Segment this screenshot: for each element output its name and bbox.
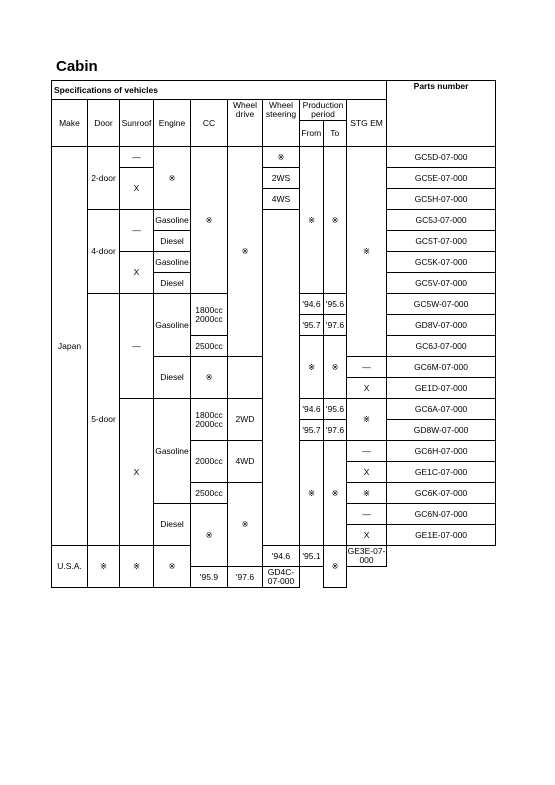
stg-em-mark: ※ xyxy=(324,546,347,588)
sunroof-x: X xyxy=(120,252,154,294)
stg-em-x: X xyxy=(347,378,387,399)
to-value: '95.6 xyxy=(324,294,347,315)
cc-mark: ※ xyxy=(191,504,228,567)
stg-em-x: X xyxy=(347,525,387,546)
engine-gasoline: Gasoline xyxy=(154,210,191,231)
cc-2500: 2500cc xyxy=(191,336,228,357)
part-number: GC6M-07-000 xyxy=(387,357,496,378)
stg-em-header: STG EM xyxy=(347,100,387,147)
parts-number-header: Parts number xyxy=(387,81,496,147)
wheel-drive-2wd: 2WD xyxy=(228,399,263,441)
wheel-steering-header: Wheel steering xyxy=(263,100,300,147)
make-usa: U.S.A. xyxy=(52,546,88,588)
stg-em-dash: — xyxy=(347,441,387,462)
part-number: GC5W-07-000 xyxy=(387,294,496,315)
sunroof-dash: — xyxy=(120,210,154,252)
part-number: GC5V-07-000 xyxy=(387,273,496,294)
to-value: '97.6 xyxy=(228,567,263,588)
part-number: GC5E-07-000 xyxy=(387,168,496,189)
wheel-drive-4wd: 4WD xyxy=(228,441,263,483)
part-number: GC5K-07-000 xyxy=(387,252,496,273)
engine-diesel: Diesel xyxy=(154,504,191,546)
sunroof-dash: — xyxy=(120,147,154,168)
part-number: GC6N-07-000 xyxy=(387,504,496,525)
wheel-drive-header: Wheel drive xyxy=(228,100,263,147)
engine-diesel: Diesel xyxy=(154,357,191,399)
door-2door: 2-door xyxy=(88,147,120,210)
part-number: GD8W-07-000 xyxy=(387,420,496,441)
make-header: Make xyxy=(52,100,88,147)
wheel-drive-blank xyxy=(228,357,263,399)
page-title: Cabin xyxy=(56,58,98,75)
make-japan: Japan xyxy=(52,147,88,546)
from-value: '94.6 xyxy=(300,294,324,315)
stg-em-dash: — xyxy=(347,504,387,525)
from-mark: ※ xyxy=(300,147,324,294)
to-value: '95.6 xyxy=(324,399,347,420)
sunroof-x: X xyxy=(120,168,154,210)
door-4door: 4-door xyxy=(88,210,120,294)
part-number: GC5H-07-000 xyxy=(387,189,496,210)
production-period-header xyxy=(300,100,347,147)
part-number: GE1C-07-000 xyxy=(387,462,496,483)
engine-mark: ※ xyxy=(154,546,191,588)
door-header: Door xyxy=(88,100,120,147)
wheel-drive-mark: ※ xyxy=(228,483,263,567)
part-number: GC6K-07-000 xyxy=(387,483,496,504)
wheel-steering-4ws: 4WS xyxy=(263,189,300,210)
stg-em-x: X xyxy=(347,462,387,483)
engine-gasoline: Gasoline xyxy=(154,252,191,273)
production-period-label: Production period xyxy=(300,100,346,121)
part-number: GC5J-07-000 xyxy=(387,210,496,231)
stg-em-dash: — xyxy=(347,357,387,378)
part-number: GD8V-07-000 xyxy=(387,315,496,336)
part-number: GC5T-07-000 xyxy=(387,231,496,252)
part-number: GE1D-07-000 xyxy=(387,378,496,399)
to-value: '95.1 xyxy=(300,546,324,567)
stg-em-mark: ※ xyxy=(347,147,387,357)
specifications-header: Specifications of vehicles xyxy=(52,81,387,100)
cc-header: CC xyxy=(191,100,228,147)
from-value: '95.7 xyxy=(300,420,324,441)
to-mark: ※ xyxy=(324,336,347,399)
engine-gasoline: Gasoline xyxy=(154,399,191,504)
from-value: '95.7 xyxy=(300,315,324,336)
cc-mark: ※ xyxy=(191,357,228,399)
stg-em-mark: ※ xyxy=(347,399,387,441)
stg-em-mark: ※ xyxy=(347,483,387,504)
part-number: GC5D-07-000 xyxy=(387,147,496,168)
cc-2500: 2500cc xyxy=(191,483,228,504)
wheel-steering-2ws: 2WS xyxy=(263,168,300,189)
part-number: GE3E-07-000 xyxy=(347,546,386,565)
part-number: GC6A-07-000 xyxy=(387,399,496,420)
door-mark: ※ xyxy=(88,546,120,588)
cc-mark: ※ xyxy=(191,147,228,294)
wheel-steering-mark: ※ xyxy=(263,147,300,168)
engine-diesel: Diesel xyxy=(154,231,191,252)
sunroof-x: X xyxy=(120,399,154,546)
part-number: GD4C-07-000 xyxy=(263,567,300,588)
engine-diesel: Diesel xyxy=(154,273,191,294)
to-value: '97.6 xyxy=(324,420,347,441)
to-mark: ※ xyxy=(324,441,347,546)
sunroof-dash: — xyxy=(120,294,154,399)
part-number: GC6J-07-000 xyxy=(387,336,496,357)
cc-1800-2000: 1800cc 2000cc xyxy=(191,399,228,441)
from-mark: ※ xyxy=(300,336,324,399)
to-value: '97.6 xyxy=(324,315,347,336)
to-header: To xyxy=(323,121,347,146)
part-number: GC6H-07-000 xyxy=(387,441,496,462)
engine-header: Engine xyxy=(154,100,191,147)
to-mark: ※ xyxy=(324,147,347,294)
sunroof-header: Sunroof xyxy=(120,100,154,147)
from-value: '95.9 xyxy=(191,567,228,588)
cc-1800-2000: 1800cc 2000cc xyxy=(191,294,228,336)
from-header: From xyxy=(301,127,322,138)
part-number: GE1E-07-000 xyxy=(387,525,496,546)
wheel-drive-mark: ※ xyxy=(228,147,263,357)
cc-2000: 2000cc xyxy=(191,441,228,483)
engine-mark: ※ xyxy=(154,147,191,210)
wheel-steering-blank xyxy=(263,210,300,546)
sunroof-mark: ※ xyxy=(120,546,154,588)
engine-gasoline: Gasoline xyxy=(154,294,191,357)
parts-table xyxy=(51,80,496,588)
from-mark: ※ xyxy=(300,441,324,546)
door-5door: 5-door xyxy=(88,294,120,546)
from-value: '94.6 xyxy=(263,546,300,567)
from-value: '94.6 xyxy=(300,399,324,420)
